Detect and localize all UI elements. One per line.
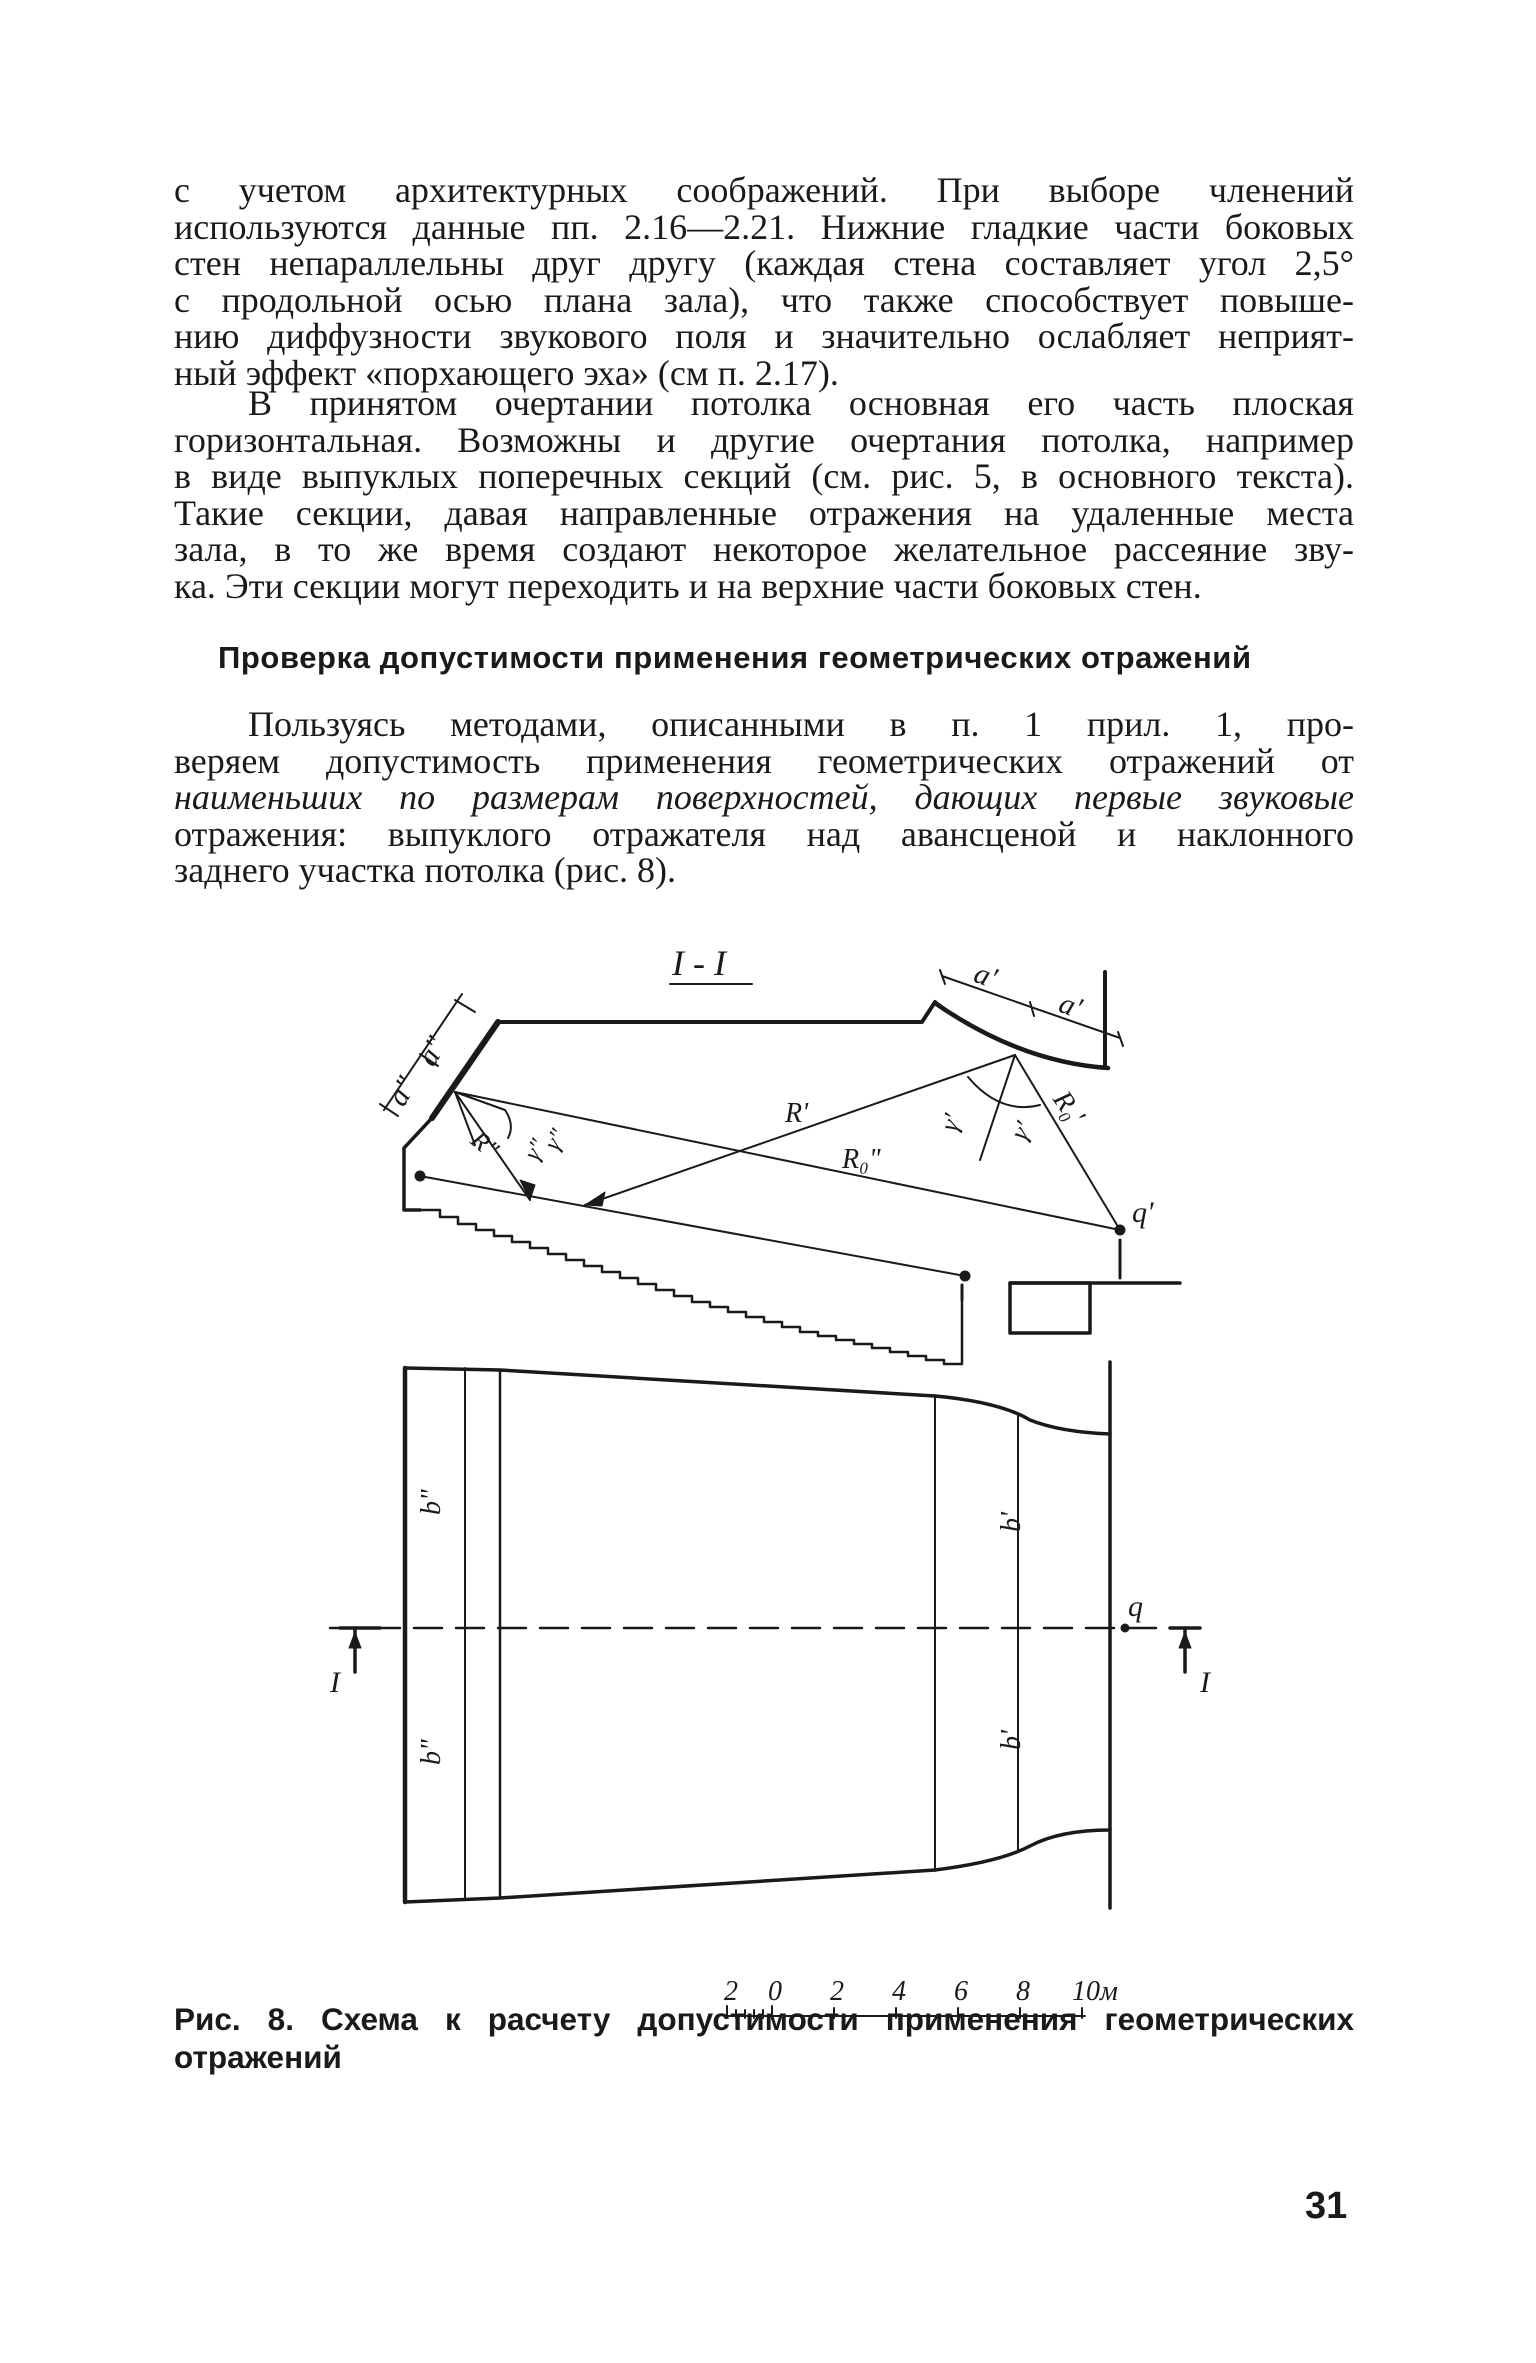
label-gamma-prime: γ' (934, 1110, 968, 1135)
label-b-double: b" (416, 1489, 447, 1515)
scale-tick-label: 2 (724, 1976, 738, 2007)
label-q: q (1128, 1590, 1143, 1623)
text-line: с учетом архитектурных соображений. При выборе членений (174, 170, 1354, 210)
text-line: заднего участка потолка (рис. 8). (174, 850, 677, 890)
text-line: отражения: выпуклого отражателя над авансценой и наклонного (174, 813, 1354, 854)
label-cut-right: I (1200, 1666, 1210, 1699)
text-line: В принятом очертании потолка основная его часть плоская (248, 383, 1354, 423)
text-line: Такие секции, давая направленные отражения на удаленные места (174, 492, 1354, 533)
scale-tick-label: 10м (1072, 1976, 1118, 2007)
text-line: ка. Эти секции могут переходить и на верхние части боковых стен. (174, 565, 1202, 606)
section-heading: Проверка допустимости применения геометрических отражений (218, 640, 1252, 675)
text-line: веряем допустимость применения геометрических отражений от (174, 740, 1354, 781)
label-cut-left: I (330, 1666, 340, 1699)
label-gamma-double: γ" (539, 1124, 572, 1155)
scale-tick-label: 0 (768, 1976, 782, 2007)
text-line: в виде выпуклых поперечных секций (см. рис. 5, в основного текста). (174, 456, 1354, 496)
ray-arrowhead (585, 1192, 605, 1206)
text-line: Пользуясь методами, описанными в п. 1 прил. 1, про- (248, 704, 1354, 744)
label-a-prime: a' (969, 956, 1002, 995)
point-q (1121, 1624, 1129, 1632)
text-line-italic: наименьших по размерам поверхностей, дающих первые звуковые (174, 777, 1354, 817)
arrow-up-icon (349, 1632, 361, 1648)
text-line: зала, в то же время создают некоторое желательное рассеяние зву- (174, 529, 1354, 569)
label-b-prime: b' (996, 1512, 1027, 1532)
label-a-prime: a' (1054, 986, 1087, 1025)
label-b-double: b" (416, 1739, 447, 1765)
label-R-double: R" (465, 1124, 505, 1165)
label-gamma-prime: γ' (1004, 1116, 1038, 1145)
text-line: используются данные пп. 2.16—2.21. Нижние гладкие части боковых (174, 206, 1354, 247)
caption-line: Рис. 8. Схема к расчету допустимости применения геометрических (174, 2001, 1354, 2037)
text-line: ный эффект «порхающего эха» (см п. 2.17). (174, 352, 839, 393)
dimension-a-prime (940, 970, 1123, 1046)
angle-arc (968, 1077, 1040, 1107)
label-a-double: a" (380, 1071, 424, 1112)
label-gamma-double: γ" (519, 1134, 552, 1165)
scale-tick-label: 4 (892, 1976, 906, 2007)
figure-caption (174, 2000, 1354, 2076)
label-R0-prime: R₀' (1046, 1085, 1091, 1131)
label-R0-double: R₀" (842, 1144, 881, 1175)
angle-arc (505, 1110, 511, 1138)
label-R-prime: R' (785, 1098, 809, 1129)
label-b-prime: b' (996, 1730, 1027, 1750)
text-line: с продольной осью плана зала), что также способствует повыше- (174, 279, 1354, 320)
hall-plan-outline (405, 1362, 1110, 1908)
text-line: стен непараллельны друг другу (каждая стена составляет угол 2,5° (174, 243, 1354, 283)
cut-markers (340, 1628, 1200, 1672)
section-label: I - I (672, 943, 726, 983)
label-a-double: a" (410, 1031, 454, 1072)
scale-tick-label: 8 (1016, 1976, 1030, 2007)
scale-tick-label: 2 (830, 1976, 844, 2007)
hall-section-outline (404, 972, 1180, 1364)
arrow-up-icon (1179, 1632, 1191, 1648)
label-q-prime: q' (1132, 1196, 1154, 1229)
text-line: горизонтальная. Возможны и другие очертания потолка, например (174, 419, 1354, 460)
caption-line: отражений (174, 2039, 342, 2075)
scale-tick-label: 6 (954, 1976, 968, 2007)
page-number: 31 (1305, 2185, 1348, 2227)
text-line: нию диффузности звукового поля и значительно ослабляет неприят- (174, 316, 1354, 356)
